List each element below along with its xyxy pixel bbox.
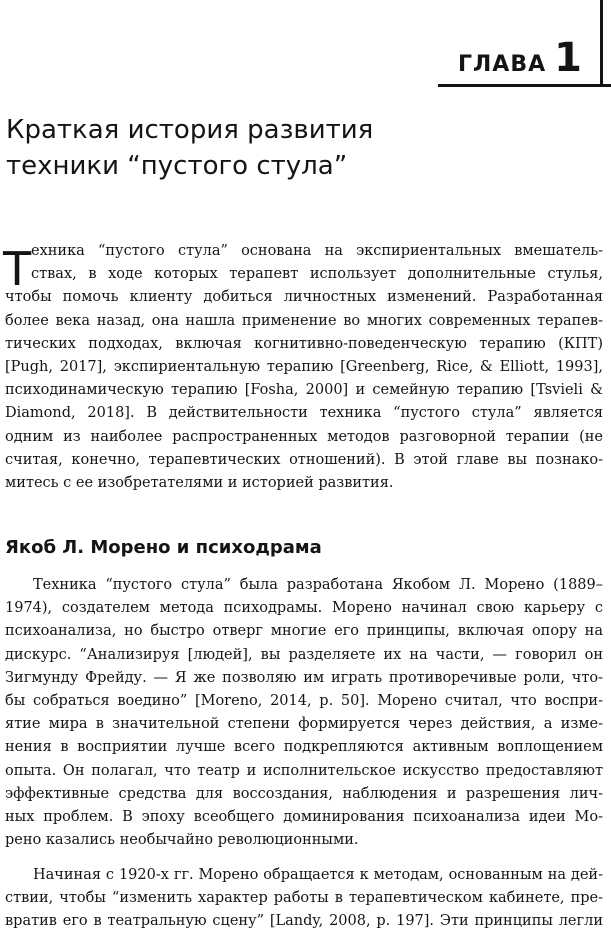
text-line: Diamond, 2018]. В действительности техника “пустого стула” является xyxy=(5,405,603,422)
text-line: опыта. Он полагал, что театр и исполнительское искусство предоставляют xyxy=(5,762,603,779)
text-line: нения в восприятии лучше всего подкрепляются активным воплощением xyxy=(5,739,603,756)
text-line: дискурс. “Анализируя [людей], вы разделяете их на части, — говорил он xyxy=(5,646,603,663)
text-line: ных проблем. В эпоху всеобщего доминирования психоанализа идеи Мо- xyxy=(5,809,603,826)
text-line: Техника “пустого стула” была разработана Якобом Л. Морено (1889– xyxy=(33,577,603,593)
text-line: митесь с ее изобретателями и историей развития. xyxy=(5,475,394,492)
text-line: вратив его в театральную сцену” [Landy, 2008, p. 197]. Эти принципы легли xyxy=(5,913,603,930)
section-heading: Якоб Л. Морено и психодрама xyxy=(5,537,322,558)
text-line: психоанализа, но быстро отверг многие его принципы, включая опору на xyxy=(5,623,603,640)
text-line: одним из наиболее распространенных методов разговорной терапии (не xyxy=(5,428,603,445)
text-line: Зигмунду Фрейду. — Я же позволяю им играть противоречивые роли, что- xyxy=(5,669,603,686)
text-line: чтобы помочь клиенту добиться личностных изменений. Разработанная xyxy=(5,289,603,306)
chapter-label xyxy=(458,35,582,81)
text-line: бы собраться воедино” [Moreno, 2014, p. 50]. Морено считал, что воспри- xyxy=(5,693,603,710)
text-line: [Pugh, 2017], экспириентальную терапию [Greenberg, Rice, & Elliott, 1993], xyxy=(5,359,603,376)
chapter-side-rule xyxy=(600,0,603,86)
text-line: ствах, в ходе которых терапевт использует дополнительные стулья, xyxy=(31,266,603,283)
intro-paragraph xyxy=(5,240,603,495)
text-line: ятие мира в значительной степени формируется через действия, а изме- xyxy=(5,716,603,733)
text-line: ехника “пустого стула” основана на экспириентальных вмешатель- xyxy=(31,243,603,259)
text-line: ствии, чтобы “изменить характер работы в терапевтическом кабинете, пре- xyxy=(5,890,603,907)
chapter-title-line: техники “пустого стула” xyxy=(6,151,348,181)
chapter-title xyxy=(6,112,566,184)
text-line: 1974), создателем метода психодрамы. Морено начинал свою карьеру с xyxy=(5,600,603,617)
text-line: более века назад, она нашла применение во многих современных терапев- xyxy=(5,312,603,329)
text-line: тических подходах, включая когнитивно-поведенческую терапию (КПТ) xyxy=(5,335,603,352)
moreno-paragraph-2 xyxy=(5,864,603,934)
text-line: эффективные средства для воссоздания, наблюдения и разрешения лич- xyxy=(5,785,603,802)
text-line: Начиная с 1920-х гг. Морено обращается к методам, основанным на дей- xyxy=(33,867,603,883)
chapter-number: 1 xyxy=(554,35,582,81)
text-line: психодинамическую терапию [Fosha, 2000] и семейную терапию [Tsvieli & xyxy=(5,382,603,399)
moreno-paragraph xyxy=(5,574,603,852)
chapter-word: ГЛАВА xyxy=(458,52,547,77)
text-line: считая, конечно, терапевтических отношений). В этой главе вы познако- xyxy=(5,451,603,468)
chapter-rule xyxy=(438,84,611,87)
drop-cap: Т xyxy=(3,242,32,296)
text-line: рено казались необычайно революционными. xyxy=(5,832,359,849)
chapter-title-line: Краткая история развития xyxy=(6,115,374,145)
